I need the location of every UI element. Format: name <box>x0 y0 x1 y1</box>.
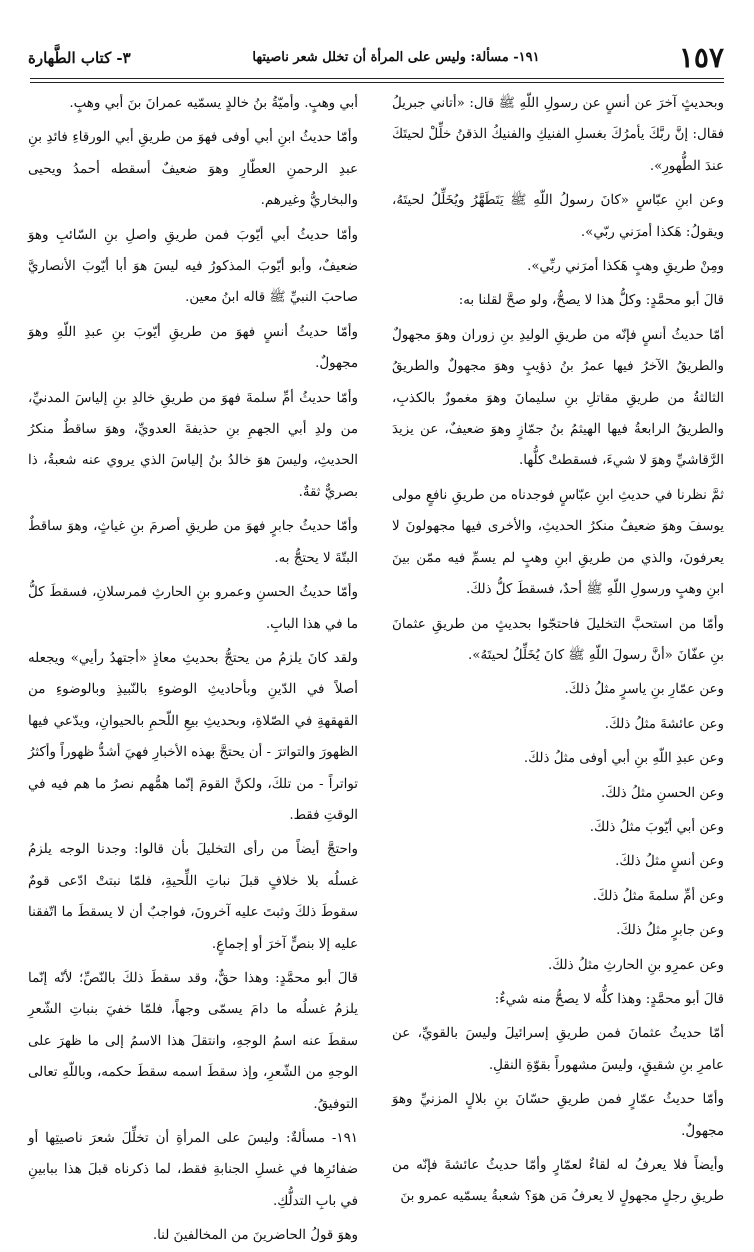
paragraph: وعن عمّارِ بنِ ياسرٍ مثلُ ذلكَ. <box>564 682 724 698</box>
paragraph: وأمّا حديثُ جابرٍ فهوَ من طريقِ أصرمَ بنِ غياثٍ، وهوَ ساقطٌ البتّةَ لا يحتجُّ به. <box>28 519 358 566</box>
paragraph: أمّا حديثُ عثمانَ فمن طريقِ إسرائيلَ وليسَ بالقويِّ، عن عامرِ بنِ شقيقٍ، وليسَ مشهوراً بقوّةِ النقلِ. <box>392 1026 724 1073</box>
header-rule <box>30 78 724 79</box>
paragraph: أمّا حديثُ أنسٍ فإنّه من طريقِ الوليدِ بنِ زوران وهوَ مجهولٌ والطريقُ الآخرُ فيها عمرُ بنُ ذؤيبٍ وهوَ مجهولٌ والطريقُ الثالثةُ من طريقِ مقاتلِ بنِ سليمانَ وهوَ مغموزٌ بالكذبِ، والطريقُ الرابعةُ فيها الهيثمُ بنُ جمّازٍ وهوَ ضعيفٌ، عن يزيدَ الرَّقاشيِّ وهوَ لا شيءَ، فسقطتْ كلُّها. <box>392 327 724 469</box>
paragraph: وأمّا حديثُ أنسٍ فهوَ من طريقِ أيّوبَ بنِ عبدِ اللّهِ وهوَ مجهولٌ. <box>28 324 358 372</box>
paragraph: قالَ أبو محمَّدٍ: وكلُّ هذا لا يصحُّ، ولو صحَّ لقلنا به: <box>458 293 724 309</box>
header-rule-double <box>30 82 724 83</box>
paragraph: وبحديثٍ آخرَ عن أنسٍ عن رسولِ اللّهِ ﷺ قال: «أتاني جبريلُ فقال: إنَّ ربَّكَ يأمرُكَ بغسلِ الفنيكِ والفنيكُ الذقنُ خلِّلْ لحيتَكَ عندَ الطُّهورِ». <box>392 96 724 174</box>
paragraph: أبي وهبٍ. وأميّةُ بنُ خالدٍ يسمّيه عمرانَ بنَ أبي وهبٍ. <box>69 96 358 111</box>
paragraph: قالَ أبو محمَّدٍ: وهذا حقٌّ، وقد سقطَ ذلكَ بالنّصِّ؛ لأنّه إنّما يلزمُ غسلُه ما دامَ يسمّى وجهاً، فلمّا خفيَ بنباتِ الشّعرِ سقطَ عنه اسمُ الوجهِ، وانتقلَ هذا الاسمُ إلى ما ظهرَ على الوجهِ من الشّعرِ، وإذ سقطَ اسمه سقطَ حكمه، وباللّهِ تعالى التوفيقُ. <box>28 970 358 1112</box>
paragraph: وعن ابنِ عبّاسٍ «كانَ رسولُ اللّهِ ﷺ يَتَطَهَّرُ ويُخَلِّلُ لحيتَهُ، ويقولُ: هَكذا أمرَني ربّي». <box>392 193 724 240</box>
page-header <box>28 38 724 78</box>
paragraph: وعن عبدِ اللّهِ بنِ أبي أوفى مثلُ ذلكَ. <box>523 751 724 767</box>
paragraph: وأمّا من استحبَّ التخليلَ فاحتجّوا بحديثٍ من طريقِ عثمانَ بنِ عفّانَ «أنَّ رسولَ اللّهِ ﷺ كانَ يُخَلِّلُ لحيتَهُ». <box>392 616 724 663</box>
paragraph: قالَ أبو محمَّدٍ: وهذا كلُّه لا يصحُّ منه شيءٌ: <box>494 991 724 1007</box>
left-text-column <box>28 88 358 1244</box>
book-title: ٣- كتاب الطَّهارة <box>28 49 131 67</box>
paragraph: وعن أمِّ سلمةَ مثلُ ذلكَ. <box>592 888 724 904</box>
paragraph: ولقد كانَ يلزمُ من يحتجُّ بحديثِ معاذٍ «أجتهدُ رأيي» ويجعله أصلاً في الدّينِ وبأحاديثِ الوضوءِ بالنّبيذِ وبالوضوءِ من القهقهةِ في الصّلاةِ، وبحديثِ بيعِ اللّحمِ بالحيوانِ، ويدّعي فيها الظهورَ والتواترَ - أن يحتجَّ بهذه الأخبارِ فهيَ أشدُّ ظهوراً وأكثرُ تواتراً - من تلكَ، ولكنَّ القومَ إنّما همُّهم نصرُ ما هم فيه في الوقتِ فقط. <box>28 650 358 823</box>
paragraph: وعن أنسٍ مثلُ ذلكَ. <box>615 854 724 870</box>
paragraph: وأمّا حديثُ الحسنِ وعمرو بنِ الحارثِ فمرسلانِ، فسقطَ كلُّ ما في هذا البابِ. <box>28 585 358 632</box>
paragraph: واحتجَّ أيضاً من رأى التخليلَ بأن قالوا: وجدنا الوجه يلزمُ غسلُه بلا خلافٍ قبلَ نباتِ اللِّحيةِ، فلمّا نبتتْ ادّعى قومٌ سقوطَ ذلكَ وثبتَ عليه آخرونَ، فواجبٌ أن لا يسقطَ ما اتّفقنا عليه إلا بنصٍّ آخرَ أو إجماعٍ. <box>28 842 358 952</box>
paragraph: وأمّا حديثُ ابنِ أبي أوفى فهوَ من طريقِ أبي الورقاءِ فائدِ بنِ عبدِ الرحمنِ العطّارِ وهوَ ضعيفٌ أسقطه أحمدُ ويحيى والبخاريُّ وغيرهم. <box>28 130 358 209</box>
paragraph: ثمَّ نظرنا في حديثِ ابنِ عبّاسٍ فوجدناه من طريقِ نافعٍ مولى يوسفَ وهوَ ضعيفٌ منكرُ الحديثِ، والأخرى فيها مجهولونَ لا يعرفونَ، والذي من طريقِ ابنِ وهبٍ لم يسمِّ فيه ممّن بينَ ابنِ وهبٍ ورسولِ اللّهِ ﷺ أحدٌ، فسقطَ كلُّ ذلكَ. <box>392 487 724 598</box>
right-text-column <box>392 88 724 1205</box>
paragraph: وعن عائشةَ مثلُ ذلكَ. <box>604 716 724 732</box>
paragraph: وهوَ قولُ الحاضرينَ من المخالفينَ لنا. <box>152 1228 358 1244</box>
running-title: ١٩١- مسألة: وليس على المرأة أن تخلل شعر ناصيتها <box>252 50 540 65</box>
paragraph: وأيضاً فلا يعرفُ له لقاءٌ لعمّارٍ وأمّا حديثُ عائشةَ فإنّه من طريقِ رجلٍ مجهولٍ لا يعرفُ مَن هوَ؟ شعبةُ يسمّيه عمرو بنَ <box>392 1158 724 1205</box>
issue-heading-paragraph: ١٩١- مسألةٌ: وليسَ على المرأةِ أن تخلِّلَ شعرَ ناصيتِها أو ضفائرِها في غسلِ الجنابةِ فقط، لما ذكرناه قبلَ هذا ببابينِ في بابِ التدلُّكِ. <box>28 1131 358 1209</box>
paragraph: وأمّا حديثُ عمّارٍ فمن طريقِ حسّانَ بنِ بلالٍ المزنيِّ وهوَ مجهولٌ. <box>392 1092 724 1139</box>
page-number: ١٥٧ <box>678 41 724 74</box>
paragraph: وعن أبي أيّوبَ مثلُ ذلكَ. <box>589 819 724 835</box>
paragraph: وعن عمرِو بنِ الحارثِ مثلُ ذلكَ. <box>548 957 724 973</box>
paragraph: وعن الحسنِ مثلُ ذلكَ. <box>601 785 724 801</box>
paragraph: وأمّا حديثُ أمِّ سلمةَ فهوَ من طريقِ خالدِ بنِ إلياسَ المدنيِّ، من ولدِ أبي الجهمِ بنِ حذيفةَ العدويِّ، وهوَ ساقطٌ منكرُ الحديثِ، وليسَ هوَ خالدُ بنُ إلياسَ الذي يروي عنه شعبةُ، ذا بصريٌّ ثقةٌ. <box>28 390 358 500</box>
paragraph: وعن جابرٍ مثلُ ذلكَ. <box>616 923 724 939</box>
paragraph: وأمّا حديثُ أبي أيّوبَ فمن طريقِ واصلِ بنِ السّائبِ وهوَ ضعيفٌ، وأبو أيّوبَ المذكورُ فيه ليسَ هوَ أبا أيّوبَ الأنصاريَّ صاحبَ النبيِّ ﷺ قاله ابنُ معين. <box>28 227 358 306</box>
paragraph: ومِنْ طريقِ وهبٍ هَكذا أمرَني ربِّي». <box>527 259 724 275</box>
